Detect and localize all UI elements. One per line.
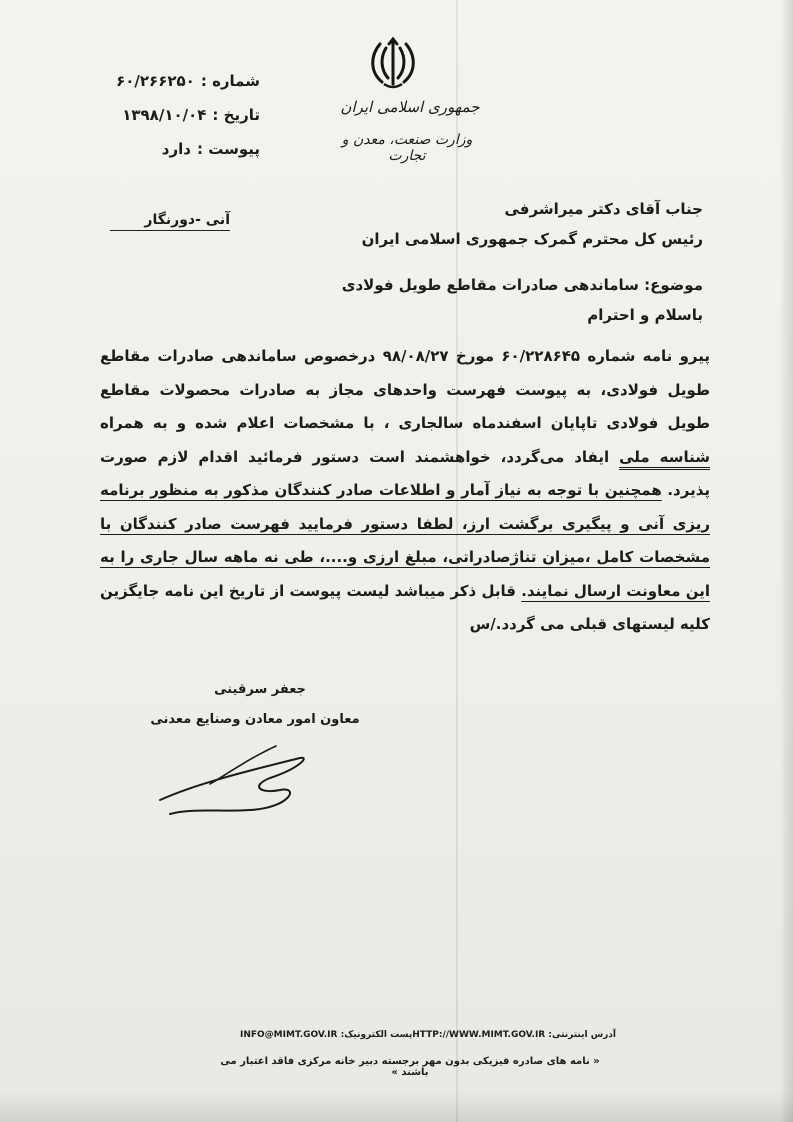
letter-date-value: ۱۳۹۸/۱۰/۰۴	[122, 106, 207, 124]
footer-address-line	[240, 1030, 617, 1040]
footer-email: INFO@MIMT.GOV.IR	[240, 1030, 338, 1040]
letter-attachment-row	[40, 132, 260, 166]
letter-number-value: ۶۰/۲۶۶۲۵۰	[116, 72, 195, 90]
footer-email-group	[240, 1030, 412, 1040]
footer-email-label: :پست الکترونیک	[340, 1030, 413, 1040]
footer-validity-notice: « نامه های صادره فیزیکی بدون مهر برجسته دبیر خانه مرکزی فاقد اعتبار می باشند »	[220, 1056, 600, 1078]
signatory-name: جعفر سرقینی	[214, 682, 306, 697]
letter-number-label: شماره :	[200, 72, 260, 90]
letter-body	[100, 340, 710, 642]
greeting: باسلام و احترام	[587, 306, 703, 324]
body-paragraph-1: پیرو نامه شماره ۶۰/۲۲۸۶۴۵ مورخ ۹۸/۰۸/۲۷ درخصوص ساماندهی صادرات مقاطع طویل فولادی، به پیوست فهرست واحدهای مجاز به صادرات محصولات مقاطع طویل فولادی تاپایان اسفندماه سالجاری ، با مشخصات اعلام شده و به همراه	[100, 347, 710, 432]
letter-date-label: تاریخ :	[212, 106, 260, 124]
letter-attachment-value: دارد	[161, 140, 191, 158]
urgency-tag: آنی -دورنگار	[110, 212, 230, 231]
letter-attachment-label: پیوست :	[196, 140, 260, 158]
scan-bottom-shadow	[0, 1092, 793, 1122]
handwritten-signature	[150, 738, 330, 818]
letter-number-row	[40, 64, 260, 98]
iran-emblem-icon	[368, 36, 418, 90]
recipient-name: جناب آقای دکتر میراشرفی	[504, 200, 703, 218]
body-paragraph-3: قابل ذکر میباشد لیست پیوست از تاریخ این نامه جایگزین کلیه لیستهای قبلی می گردد./س	[100, 581, 710, 633]
national-id-highlight: شناسه ملی	[619, 447, 710, 466]
letter-subject: موضوع: ساماندهی صادرات مقاطع طویل فولادی	[341, 276, 703, 294]
signatory-title: معاون امور معادن وصنایع معدنی	[150, 712, 360, 727]
body-underlined-request: همچنین با توجه به نیاز آمار و اطلاعات صادر کنندگان مذکور به منظور برنامه ریزی آنی و پیگیری برگشت ارز، لطفا دستور فرمایید فهرست صادر کنندگان با مشخصات کامل ،میزان تناژصادراتی، مبلغ ارزی و....، طی نه ماهه سال جاری را به این معاونت ارسال نمایند.	[100, 481, 711, 600]
letter-date-row	[40, 98, 260, 132]
footer-website-group	[412, 1030, 616, 1040]
scan-edge-shadow	[779, 0, 793, 1122]
country-name: جمهوری اسلامی ایران	[340, 98, 480, 116]
letter-meta	[40, 64, 260, 166]
recipient-title: رئیس کل محترم گمرک جمهوری اسلامی ایران	[361, 230, 703, 248]
footer-website-label: :آدرس اینترنتی	[548, 1030, 617, 1040]
ministry-name: وزارت صنعت، معدن و تجارت	[341, 132, 473, 164]
body-paragraph-2: ایفاد می‌گردد، خواهشمند است دستور فرمائید اقدام لازم صورت پذیرد.	[100, 447, 710, 499]
footer-website: HTTP://WWW.MIMT.GOV.IR	[412, 1030, 546, 1040]
